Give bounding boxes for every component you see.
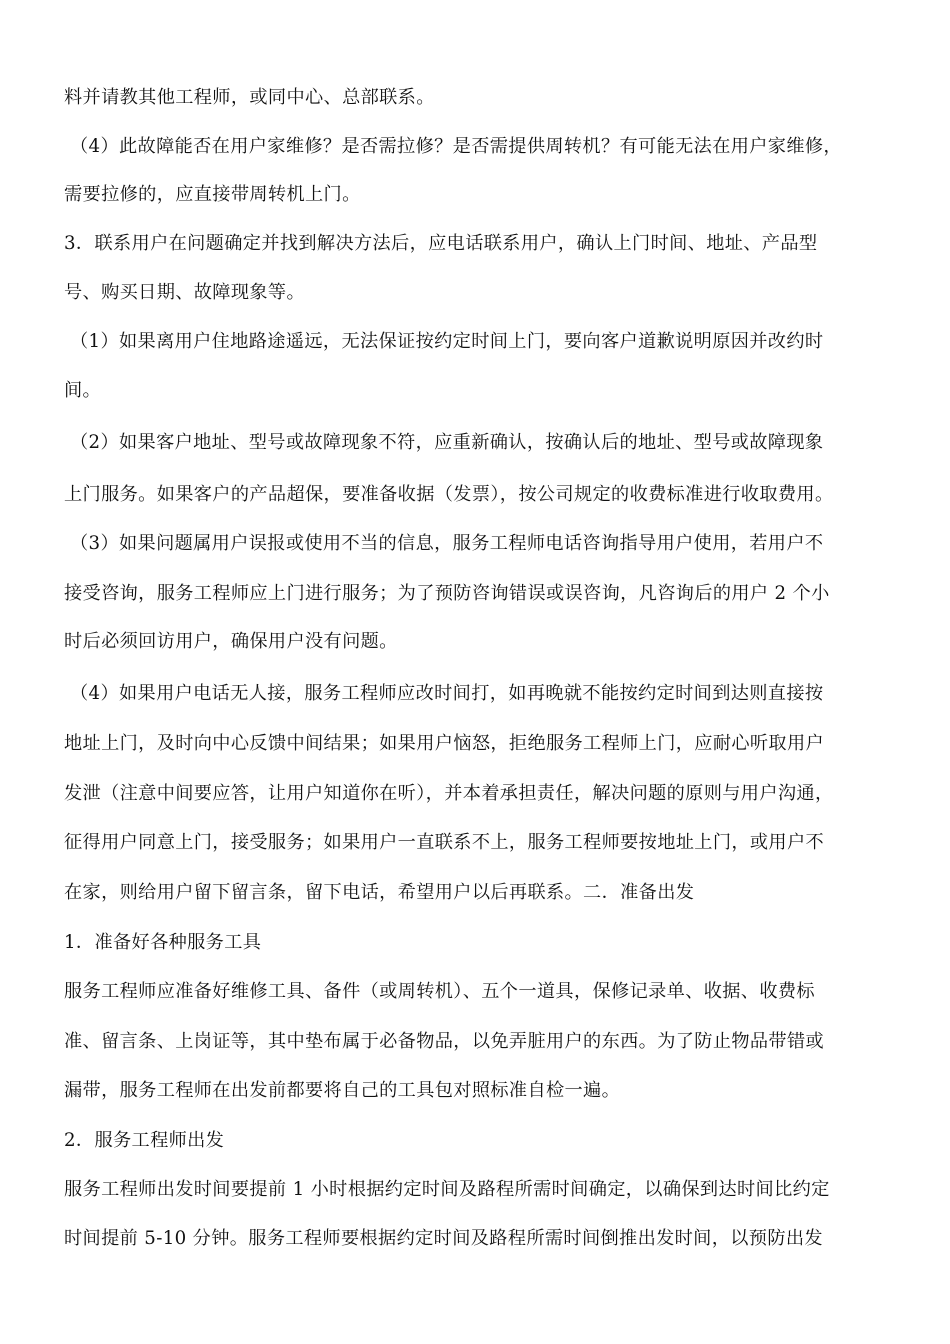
text-line: 上门服务。如果客户的产品超保，要准备收据（发票），按公司规定的收费标准进行收取费用。 bbox=[64, 484, 834, 505]
text-line: 间。 bbox=[64, 380, 102, 401]
text-line: 接受咨询，服务工程师应上门进行服务；为了预防咨询错误或误咨询，凡咨询后的用户 2 个小 bbox=[64, 583, 830, 604]
text-line: （1）如果离用户住地路途遥远，无法保证按约定时间上门，要向客户道歉说明原因并改约时 bbox=[70, 331, 824, 352]
text-line: 号、购买日期、故障现象等。 bbox=[64, 282, 305, 303]
text-line: （3）如果问题属用户误报或使用不当的信息，服务工程师电话咨询指导用户使用，若用户不 bbox=[70, 533, 824, 554]
text-line: 发泄（注意中间要应答，让用户知道你在听），并本着承担责任，解决问题的原则与用户沟通， bbox=[64, 783, 834, 804]
text-line: （2）如果客户地址、型号或故障现象不符，应重新确认，按确认后的地址、型号或故障现象 bbox=[70, 432, 824, 453]
text-line: 服务工程师出发时间要提前 1 小时根据约定时间及路程所需时间确定，以确保到达时间比约定 bbox=[64, 1179, 830, 1200]
text-line: 地址上门，及时向中心反馈中间结果；如果用户恼怒，拒绝服务工程师上门，应耐心听取用户 bbox=[64, 733, 825, 754]
text-line: 时后必须回访用户，确保用户没有问题。 bbox=[64, 631, 398, 652]
text-line: 需要拉修的，应直接带周转机上门。 bbox=[64, 184, 361, 205]
text-line: 料并请教其他工程师，或同中心、总部联系。 bbox=[64, 87, 435, 108]
text-line: 3．联系用户在问题确定并找到解决方法后，应电话联系用户，确认上门时间、地址、产品型 bbox=[64, 233, 818, 254]
text-line: （4）如果用户电话无人接，服务工程师应改时间打，如再晚就不能按约定时间到达则直接按 bbox=[70, 683, 824, 704]
text-line: 时间提前 5-10 分钟。服务工程师要根据约定时间及路程所需时间倒推出发时间，以预防出发 bbox=[64, 1228, 823, 1249]
text-line: 征得用户同意上门，接受服务；如果用户一直联系不上，服务工程师要按地址上门，或用户不 bbox=[64, 832, 825, 853]
text-line: 服务工程师应准备好维修工具、备件（或周转机）、五个一道具，保修记录单、收据、收费标 bbox=[64, 981, 815, 1002]
text-line: 在家，则给用户留下留言条，留下电话，希望用户以后再联系。二．准备出发 bbox=[64, 882, 695, 903]
text-line: 漏带，服务工程师在出发前都要将自己的工具包对照标准自检一遍。 bbox=[64, 1080, 621, 1101]
text-line: 1．准备好各种服务工具 bbox=[64, 932, 262, 953]
text-line: 准、留言条、上岗证等，其中垫布属于必备物品，以免弄脏用户的东西。为了防止物品带错或 bbox=[64, 1031, 825, 1052]
text-line: （4）此故障能否在用户家维修？是否需拉修？是否需提供周转机？有可能无法在用户家维修， bbox=[70, 136, 842, 157]
text-line: 2．服务工程师出发 bbox=[64, 1130, 225, 1151]
